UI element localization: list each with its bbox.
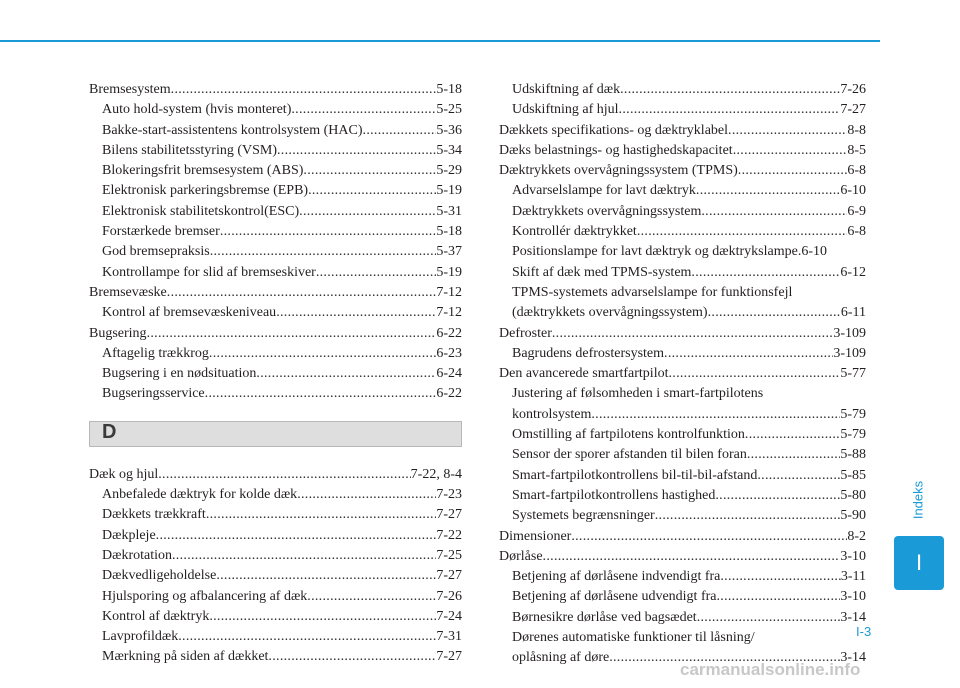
index-entry-text: (dæktrykkets overvågningssystem) [512, 305, 708, 321]
dot-leader [668, 364, 840, 384]
index-entry-text: Auto hold-system (hvis monteret) [102, 102, 292, 118]
page-reference: 6-10 [801, 244, 827, 260]
page-reference: 3-109 [833, 345, 866, 361]
index-entry-text: Bremsesystem [89, 82, 171, 97]
index-subentry [499, 608, 866, 628]
index-subentry [89, 526, 462, 546]
page-reference: 5-18 [436, 82, 462, 97]
index-entry-text: Positionslampe for lavt dæktryk og dæktrykslampe [512, 244, 798, 260]
page-reference: 3-109 [833, 325, 866, 341]
index-entry-text: Elektronisk stabilitetskontrol(ESC) [102, 203, 300, 219]
index-entry-text: Kontrollér dæktrykket [512, 224, 637, 240]
page-reference: 6-8 [847, 163, 866, 179]
dot-leader [178, 627, 436, 647]
index-subentry [499, 181, 866, 201]
index-entry-text: Dæktrykkets overvågningssystem (TPMS) [499, 163, 738, 179]
index-entry-text: Dæk og hjul [89, 466, 159, 482]
index-entry-text: Skift af dæk med TPMS-system [512, 264, 692, 280]
index-entry [89, 465, 462, 485]
page-reference: 5-85 [840, 467, 866, 483]
side-section-label [906, 470, 930, 530]
page-reference: 5-18 [436, 224, 462, 240]
index-entry-text: Mærkning på siden af dækket [102, 649, 269, 665]
index-subentry [89, 627, 462, 647]
dot-leader [297, 485, 436, 505]
index-subentry [499, 506, 866, 526]
dot-leader [620, 80, 840, 100]
index-entry-text: Kontrol af bremsevæskeniveau [102, 305, 277, 321]
page-reference: 6-8 [847, 224, 866, 240]
page-reference: 5-31 [436, 203, 462, 219]
index-subentry [499, 80, 866, 100]
page-reference: 3-10 [840, 548, 866, 564]
index-entry-text: God bremsepraksis [102, 244, 210, 260]
index-entry-text: Aftagelig trækkrog [102, 345, 209, 361]
dot-leader [303, 161, 436, 181]
index-subentry [499, 222, 866, 242]
dot-leader [147, 324, 437, 344]
index-subentry [499, 100, 866, 120]
index-entry-text: Dimensioner [499, 528, 572, 544]
index-subentry [499, 202, 866, 222]
dot-leader [552, 324, 833, 344]
index-subentry [499, 466, 866, 486]
index-subentry [499, 445, 866, 465]
index-entry-text: Elektronisk parkeringsbremse (EPB) [102, 183, 309, 199]
page-reference: 5-34 [436, 142, 462, 158]
index-entry-text: kontrolsystem [512, 406, 592, 422]
index-subentry [89, 587, 462, 607]
page-reference: 5-79 [840, 406, 866, 422]
index-entry-text: Dækrotation [102, 547, 172, 563]
index-entry-text: Bugsering i en nødsituation [102, 366, 257, 382]
index-subentry [499, 425, 866, 445]
page-reference: 6-24 [436, 366, 462, 382]
index-entry-text: TPMS-systemets advarselslampe for funktionsfejl [512, 284, 793, 300]
section-letter-bar [89, 421, 462, 447]
index-subentry [89, 141, 462, 161]
side-section-tab [894, 536, 944, 590]
dot-leader [701, 202, 847, 222]
index-entry-text: Dæktrykkets overvågningssystem [512, 203, 702, 219]
dot-leader [733, 141, 848, 161]
side-section-tab-letter: I [915, 550, 923, 575]
index-subentry [499, 587, 866, 607]
index-subentry [89, 222, 462, 242]
index-entry-text: Blokeringsfrit bremsesystem (ABS) [102, 163, 304, 179]
dot-leader [291, 100, 436, 120]
index-entry-text: Udskiftning af hjul [512, 102, 619, 118]
index-entry [499, 527, 866, 547]
index-entry-text: Omstilling af fartpilotens kontrolfunktion [512, 427, 745, 443]
index-subentry [89, 242, 462, 262]
index-entry-text: Dækkets trækkraft [102, 507, 206, 523]
index-subentry [89, 647, 462, 667]
dot-leader [655, 506, 841, 526]
dot-leader [307, 587, 436, 607]
index-column-right [499, 80, 866, 669]
dot-leader [747, 445, 841, 465]
page-reference: 5-19 [436, 264, 462, 280]
index-subentry [499, 628, 866, 648]
page-reference: 5-36 [436, 122, 462, 138]
page-reference: 7-12 [436, 305, 462, 321]
index-entry [89, 283, 462, 303]
index-entry-text: Advarselslampe for lavt dæktryk [512, 183, 696, 199]
index-entry-text: Smart-fartpilotkontrollens hastighed [512, 487, 716, 503]
index-entry [499, 161, 866, 181]
dot-leader [696, 181, 840, 201]
page-reference: 6-9 [847, 203, 866, 219]
index-entry-text: Bagrudens defrostersystem [512, 345, 665, 361]
header-rule [0, 40, 880, 42]
index-subentry [499, 384, 866, 404]
page-reference: 3-14 [840, 650, 866, 666]
page-reference: 8-8 [847, 122, 866, 138]
index-subentry [89, 344, 462, 364]
index-subentry [89, 384, 462, 404]
page-reference: 3-10 [840, 589, 866, 605]
dot-leader [728, 121, 847, 141]
index-entry-text: Kontrollampe for slid af bremseskiver [102, 264, 316, 280]
dot-leader: . [797, 244, 802, 260]
index-list-d [89, 465, 462, 668]
page-reference: 7-31 [436, 629, 462, 645]
page-reference: 5-37 [436, 244, 462, 260]
index-entry-text: Dækpleje [102, 527, 156, 543]
index-subentry [499, 344, 866, 364]
index-subentry [499, 283, 866, 303]
dot-leader [167, 283, 437, 303]
index-subentry [89, 546, 462, 566]
dot-leader [720, 567, 840, 587]
index-entry-text: Sensor der sporer afstanden til bilen foran [512, 447, 747, 463]
dot-leader [277, 141, 436, 161]
page-reference: 6-23 [436, 345, 462, 361]
index-entry [499, 547, 866, 567]
index-subentry [89, 607, 462, 627]
dot-leader [308, 181, 436, 201]
index-subentry [89, 100, 462, 120]
index-subentry [89, 303, 462, 323]
index-entry-text: Defroster [499, 325, 552, 341]
dot-leader [210, 242, 437, 262]
index-subentry [89, 161, 462, 181]
dot-leader [637, 222, 848, 242]
dot-leader [205, 384, 437, 404]
page-reference: 5-88 [840, 447, 866, 463]
index-entry-text: Smart-fartpilotkontrollens bil-til-bil-afstand [512, 467, 758, 483]
dot-leader [171, 80, 437, 100]
side-section-label-text: Indeks [910, 480, 926, 520]
page-reference: 7-26 [436, 588, 462, 604]
index-entry-text: Systemets begrænsninger [512, 508, 655, 524]
page-reference: 7-27 [436, 507, 462, 523]
index-entry-text: Betjening af dørlåsene indvendigt fra [512, 569, 721, 585]
page-reference: 6-12 [840, 264, 866, 280]
index-subentry [499, 303, 866, 323]
dot-leader [571, 527, 847, 547]
index-subentry [89, 263, 462, 283]
page-reference: 6-22 [436, 386, 462, 402]
dot-leader [206, 505, 437, 525]
index-entry-text: Bugsering [89, 325, 147, 341]
dot-leader [619, 100, 841, 120]
watermark: carmanualsonline.info [680, 660, 861, 679]
index-entry [499, 141, 866, 161]
index-entry-text: Dækkets specifikations- og dæktryklabel [499, 122, 729, 138]
page-reference: 3-14 [840, 609, 866, 625]
page-reference: 5-29 [436, 163, 462, 179]
index-entry [499, 364, 866, 384]
dot-leader [158, 465, 410, 485]
index-entry-text: Betjening af dørlåsene udvendigt fra [512, 589, 717, 605]
index-entry-text: Udskiftning af dæk [512, 82, 621, 97]
index-subentry [89, 505, 462, 525]
page-reference: 7-24 [436, 608, 462, 624]
page-reference: 8-2 [847, 528, 866, 544]
dot-leader [256, 364, 436, 384]
dot-leader [316, 263, 437, 283]
index-entry-text: Anbefalede dæktryk for kolde dæk [102, 487, 298, 503]
page-reference: 6-10 [840, 183, 866, 199]
index-subentry [89, 202, 462, 222]
dot-leader [664, 344, 833, 364]
dot-leader [757, 466, 840, 486]
dot-leader [156, 526, 437, 546]
dot-leader [715, 486, 840, 506]
index-entry-text: Bilens stabilitetsstyring (VSM) [102, 142, 277, 158]
dot-leader [220, 222, 437, 242]
page-reference: 7-26 [840, 82, 866, 97]
index-subentry [499, 567, 866, 587]
dot-leader [209, 607, 436, 627]
dot-leader [738, 161, 848, 181]
dot-leader [708, 303, 841, 323]
dot-leader [716, 587, 840, 607]
index-column-left [89, 80, 462, 668]
page-number: I-3 [856, 624, 872, 639]
section-letter: D [102, 420, 117, 443]
index-entry-text: Lavprofildæk [102, 629, 179, 645]
dot-leader [172, 546, 436, 566]
index-entry-text: Kontrol af dæktryk [102, 608, 210, 624]
page-reference: 5-79 [840, 427, 866, 443]
index-subentry [89, 181, 462, 201]
page-reference: 5-80 [840, 487, 866, 503]
index-entry-text: Dækvedligeholdelse [102, 568, 217, 584]
page-reference: 5-90 [840, 508, 866, 524]
index-entry [499, 324, 866, 344]
page-reference: 7-27 [840, 102, 866, 118]
index-entry-text: Den avancerede smartfartpilot [499, 366, 669, 382]
dot-leader [591, 405, 840, 425]
dot-leader [299, 202, 436, 222]
index-entry [89, 324, 462, 344]
page-reference: 8-5 [847, 142, 866, 158]
dot-leader [363, 121, 437, 141]
index-entry-text: Dørenes automatiske funktioner til låsning/ [512, 630, 755, 646]
page-reference: 7-25 [436, 547, 462, 563]
dot-leader [209, 344, 436, 364]
index-subentry [499, 263, 866, 283]
dot-leader [543, 547, 841, 567]
page-reference: 6-22 [436, 325, 462, 341]
page-reference: 7-27 [436, 568, 462, 584]
page-reference: 6-11 [840, 305, 866, 321]
index-entry-text: Dæks belastnings- og hastighedskapacitet [499, 142, 733, 158]
page-reference: 5-25 [436, 102, 462, 118]
index-entry [89, 80, 462, 100]
index-entry-text: Hjulsporing og afbalancering af dæk [102, 588, 308, 604]
dot-leader [745, 425, 840, 445]
index-subentry [89, 121, 462, 141]
page-reference: 7-22 [436, 527, 462, 543]
page-reference: 3-11 [840, 569, 866, 585]
page-reference: 7-22, 8-4 [410, 466, 462, 482]
dot-leader [691, 263, 840, 283]
page-reference: 5-19 [436, 183, 462, 199]
dot-leader [268, 647, 436, 667]
page-reference: 5-77 [840, 366, 866, 382]
index-subentry [499, 486, 866, 506]
dot-leader [216, 566, 436, 586]
index-subentry [499, 242, 866, 262]
page-reference: 7-12 [436, 284, 462, 300]
dot-leader [276, 303, 436, 323]
index-entry-text: Bremsevæske [89, 284, 167, 300]
index-entry-text: Dørlåse [499, 548, 543, 564]
index-list-b [89, 80, 462, 405]
page-reference: 7-23 [436, 487, 462, 503]
index-entry-text: Justering af følsomheden i smart-fartpilotens [512, 386, 764, 402]
index-entry-text: oplåsning af døre [512, 650, 610, 666]
index-subentry [89, 485, 462, 505]
index-subentry [499, 405, 866, 425]
index-subentry [89, 566, 462, 586]
index-entry [499, 121, 866, 141]
index-entry-text: Børnesikre dørlåse ved bagsædet [512, 609, 697, 625]
index-entry-text: Bugseringsservice [102, 386, 205, 402]
index-entry-text: Bakke-start-assistentens kontrolsystem (HAC) [102, 122, 363, 138]
index-subentry [89, 364, 462, 384]
index-entry-text: Forstærkede bremser [102, 224, 220, 240]
dot-leader [697, 608, 841, 628]
page-reference: 7-27 [436, 649, 462, 665]
